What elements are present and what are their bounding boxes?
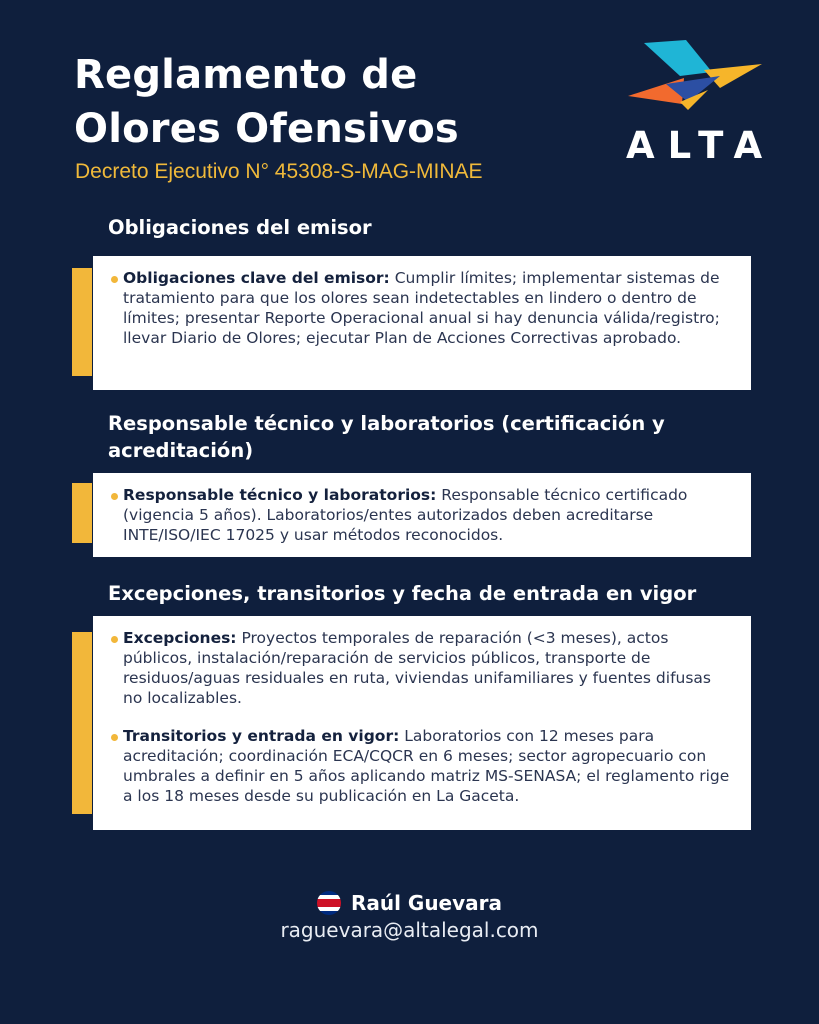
section-title-obligaciones: Obligaciones del emisor: [108, 216, 372, 239]
item-label: Responsable técnico y laboratorios:: [123, 486, 437, 504]
bullet-dot-icon: [111, 636, 118, 643]
card-obligaciones: [93, 256, 751, 390]
section-title-responsable: Responsable técnico y laboratorios (certificación y acreditación): [108, 412, 665, 462]
section-accent-bar: [72, 483, 92, 543]
title-line-1: Reglamento de: [74, 52, 418, 98]
bullet-dot-icon: [111, 493, 118, 500]
bullet-dot-icon: [111, 734, 118, 741]
decree-subtitle: Decreto Ejecutivo N° 45308-S-MAG-MINAE: [75, 160, 483, 183]
item-text: Proyectos temporales de reparación (<3 meses), actos públicos, instalación/reparación de servicios públicos, transporte de residuos/aguas residuales en ruta, viviendas unifamiliares y fuentes difusas no localizables.: [123, 629, 712, 707]
bullet-dot-icon: [111, 276, 118, 283]
card-excepciones: [93, 616, 751, 830]
author-email[interactable]: raguevara@altalegal.com: [280, 918, 539, 942]
author-block: [0, 891, 819, 919]
section-accent-bar: [72, 632, 92, 814]
costa-rica-flag-icon: [317, 891, 341, 915]
item-text: Responsable técnico certificado (vigencia 5 años). Laboratorios/entes autorizados deben acreditarse INTE/ISO/IEC 17025 y usar métodos reconocidos.: [123, 486, 688, 544]
item-label: Obligaciones clave del emisor:: [123, 269, 390, 287]
list-item: [111, 628, 733, 708]
item-text: Laboratorios con 12 meses para acreditación; coordinación ECA/CQCR en 6 meses; sector agropecuario con umbrales a definir en 5 años aplicando matriz MS-SENASA; el reglamento rige a los 18 meses desde su publicación en La Gaceta.: [123, 727, 730, 805]
item-label: Excepciones:: [123, 629, 237, 647]
list-item: [111, 268, 733, 348]
item-text: Cumplir límites; implementar sistemas de tratamiento para que los olores sean indetectables en lindero o dentro de límites; presentar Reporte Operacional anual si hay denuncia válida/registro; llevar Diario de Olores; ejecutar Plan de Acciones Correctivas aprobado.: [123, 269, 720, 347]
section-title-excepciones: Excepciones, transitorios y fecha de entrada en vigor: [108, 582, 697, 605]
section-accent-bar: [72, 268, 92, 376]
list-item: [111, 726, 733, 806]
item-label: Transitorios y entrada en vigor:: [123, 727, 400, 745]
card-responsable: [93, 473, 751, 557]
alta-logo-text: ALTA: [626, 124, 776, 167]
title-line-2: Olores Ofensivos: [74, 106, 459, 152]
list-item: [111, 485, 733, 545]
author-name: Raúl Guevara: [350, 891, 503, 915]
page-title: [74, 48, 594, 156]
